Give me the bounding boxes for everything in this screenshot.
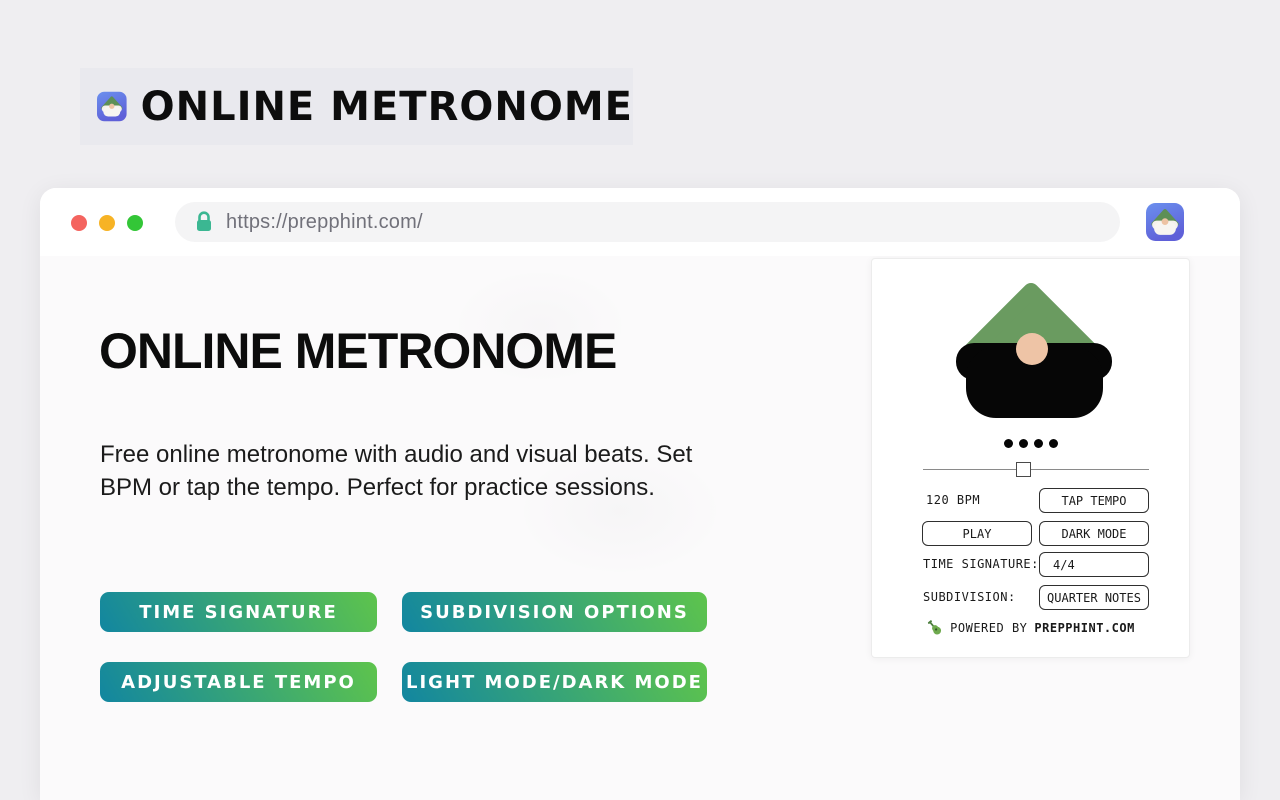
feature-light-dark-mode[interactable]: LIGHT MODE/DARK MODE bbox=[402, 662, 707, 702]
powered-by-text: POWERED BY bbox=[950, 620, 1028, 635]
feature-badges bbox=[100, 592, 707, 702]
gnome-mascot-image bbox=[931, 274, 1131, 424]
subdivision-select[interactable]: QUARTER NOTES bbox=[1039, 585, 1149, 610]
bpm-slider-track[interactable] bbox=[923, 469, 1149, 470]
gnome-favicon-icon bbox=[1146, 203, 1184, 241]
traffic-lights bbox=[71, 215, 143, 231]
metronome-widget-card bbox=[871, 258, 1190, 658]
beat-indicator-dots bbox=[872, 439, 1189, 448]
bpm-slider-thumb[interactable] bbox=[1016, 462, 1031, 477]
guitar-icon bbox=[926, 619, 943, 636]
close-button[interactable] bbox=[71, 215, 87, 231]
beat-dot bbox=[1004, 439, 1013, 448]
time-signature-select[interactable]: 4/4 bbox=[1039, 552, 1149, 577]
bpm-value-label: 120 BPM bbox=[926, 493, 981, 507]
dark-mode-button[interactable]: DARK MODE bbox=[1039, 521, 1149, 546]
powered-by-brand: PREPPHINT.COM bbox=[1034, 620, 1135, 635]
subdivision-label: SUBDIVISION: bbox=[923, 590, 1016, 604]
feature-adjustable-tempo[interactable]: ADJUSTABLE TEMPO bbox=[100, 662, 377, 702]
lock-icon bbox=[194, 211, 214, 233]
logo-header bbox=[80, 68, 633, 145]
time-signature-label: TIME SIGNATURE: bbox=[923, 557, 1039, 571]
feature-time-signature[interactable]: TIME SIGNATURE bbox=[100, 592, 377, 632]
browser-topbar bbox=[40, 188, 1240, 256]
tap-tempo-button[interactable]: TAP TEMPO bbox=[1039, 488, 1149, 513]
logo-title: ONLINE METRONOME bbox=[140, 83, 633, 130]
page-title: ONLINE METRONOME bbox=[99, 323, 617, 379]
beat-dot bbox=[1049, 439, 1058, 448]
play-button[interactable]: PLAY bbox=[922, 521, 1032, 546]
zoom-button[interactable] bbox=[127, 215, 143, 231]
powered-by-link[interactable] bbox=[872, 619, 1189, 636]
feature-subdivision-options[interactable]: SUBDIVISION OPTIONS bbox=[402, 592, 707, 632]
gnome-app-icon bbox=[97, 79, 127, 134]
minimize-button[interactable] bbox=[99, 215, 115, 231]
browser-window bbox=[40, 188, 1240, 800]
address-bar[interactable] bbox=[175, 202, 1120, 242]
beat-dot bbox=[1019, 439, 1028, 448]
bpm-slider[interactable] bbox=[923, 462, 1149, 478]
url-text: https://prepphint.com/ bbox=[226, 210, 423, 233]
page-content bbox=[40, 256, 1240, 800]
beat-dot bbox=[1034, 439, 1043, 448]
page-description: Free online metronome with audio and visual beats. Set BPM or tap the tempo. Perfect for practice sessions. bbox=[100, 441, 693, 501]
